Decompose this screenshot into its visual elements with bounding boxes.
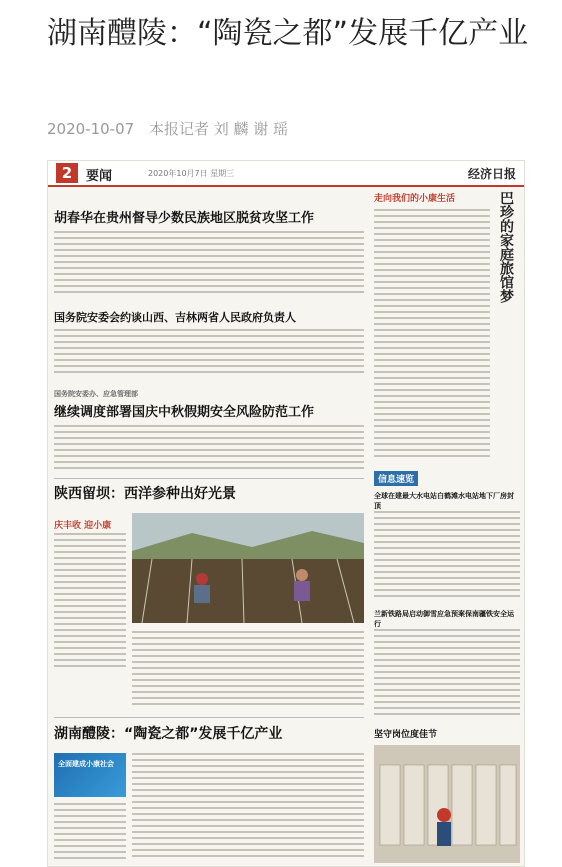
right-1-text — [374, 209, 490, 464]
right-1-tag: 走向我们的小康生活 — [374, 194, 456, 204]
info-express-label: 信息速览 — [374, 471, 418, 486]
newspaper-page-image — [47, 160, 525, 867]
masthead-logo: 经济日报 — [467, 167, 516, 181]
right-4-headline: 坚守岗位度佳节 — [374, 730, 438, 740]
issue-date: 2020年10月7日 星期三 — [148, 169, 235, 178]
ginseng-field-photo — [132, 513, 364, 623]
article-meta — [47, 118, 298, 139]
story-5-sidebar-text — [54, 803, 126, 863]
story-4-text — [132, 631, 364, 713]
page-number: 2 — [56, 163, 78, 183]
headline-4: 陕西留坝：西洋参种出好光景 — [54, 486, 236, 502]
headline-5: 湖南醴陵：“陶瓷之都”发展千亿产业 — [54, 726, 283, 742]
factory-illustration — [374, 745, 520, 863]
right-2-headline: 全球在建最大水电站白鹤滩水电站地下厂房封顶 — [374, 492, 514, 510]
section-name: 要闻 — [86, 169, 113, 184]
story-2-text — [54, 329, 364, 384]
badge-graphic — [54, 753, 126, 797]
right-3-headline: 兰新铁路局启动御雪应急预案保南疆铁安全运行 — [374, 610, 514, 628]
badge-text: 全面建成小康社会 — [58, 760, 114, 768]
story-5-text — [132, 753, 364, 863]
harvest-tag: 庆丰收 迎小康 — [54, 521, 112, 531]
divider — [54, 717, 364, 718]
article-date: 2020-10-07 — [47, 120, 135, 138]
headline-1: 胡春华在贵州督导少数民族地区脱贫攻坚工作 — [54, 211, 315, 226]
right-3-text — [374, 629, 520, 719]
headline-3-kicker: 国务院安委办、应急管理部 — [54, 390, 138, 398]
factory-photo — [374, 745, 520, 863]
right-1-vertical-title: 巴珍的家庭旅馆梦 — [498, 191, 514, 303]
story-3-text — [54, 425, 364, 475]
newspaper-header — [48, 161, 524, 187]
article-title: 湖南醴陵：“陶瓷之都”发展千亿产业 — [47, 16, 529, 51]
farmers-illustration — [132, 513, 364, 623]
headline-3: 继续调度部署国庆中秋假期安全风险防范工作 — [54, 405, 315, 420]
divider — [54, 478, 364, 479]
story-4-sidebar-text — [54, 533, 126, 683]
story-1-text — [54, 231, 364, 301]
right-2-text — [374, 511, 520, 601]
article-byline: 本报记者 刘 麟 谢 瑶 — [148, 120, 289, 138]
headline-2: 国务院安委会约谈山西、吉林两省人民政府负责人 — [54, 311, 296, 324]
